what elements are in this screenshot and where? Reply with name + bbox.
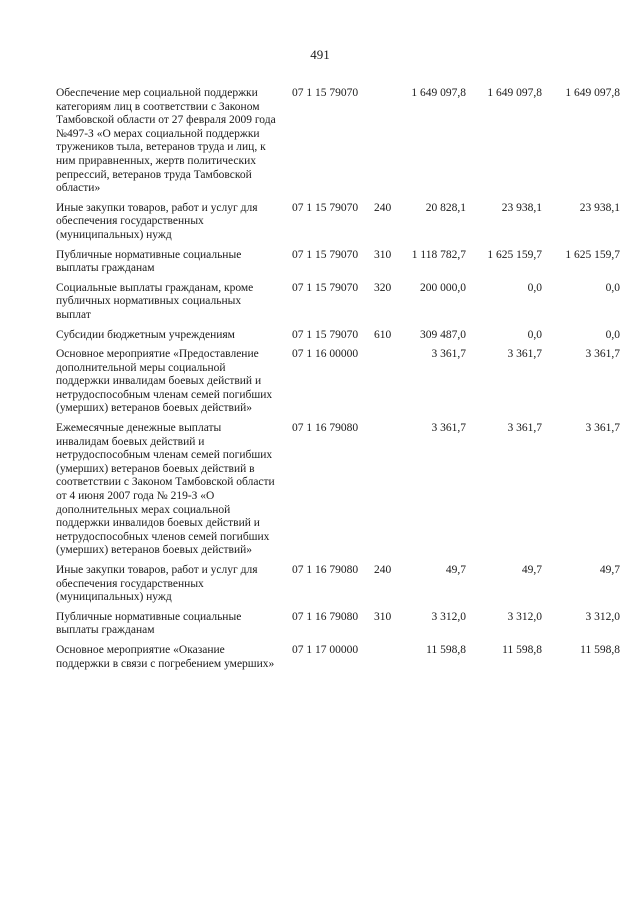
row-target-code: 07 1 15 79070 (292, 201, 359, 214)
row-value-year3: 0,0 (605, 328, 620, 341)
row-value-year2: 3 312,0 (507, 610, 542, 623)
row-target-code: 07 1 15 79070 (292, 328, 359, 341)
row-value-year2: 3 361,7 (507, 348, 542, 361)
row-description: Публичные нормативные социальные выплаты гражданам (56, 248, 242, 275)
row-value-year3: 23 938,1 (579, 201, 620, 214)
row-value-year1: 11 598,8 (426, 643, 466, 656)
row-description: Основное мероприятие «Предоставление дополнительной меры социальной поддержки инвалидам боевых действий и нетрудоспособным членам семей погибших (умерших) ветеранов боевых действий» (56, 348, 273, 415)
table-row (56, 644, 620, 671)
row-value-year3: 3 312,0 (585, 610, 620, 623)
table-row (56, 422, 620, 558)
row-expense-type: 240 (374, 564, 392, 576)
row-expense-type: 310 (374, 248, 392, 261)
row-target-code: 07 1 16 79080 (292, 422, 359, 435)
row-value-year3: 11 598,8 (580, 643, 620, 656)
row-description: Субсидии бюджетным учреждениям (56, 328, 235, 341)
row-value-year1: 200 000,0 (420, 281, 466, 294)
row-value-year1: 20 828,1 (425, 201, 466, 214)
row-description: Социальные выплаты гражданам, кроме публичных нормативных социальных выплат (56, 281, 254, 321)
row-value-year2: 1 625 159,7 (487, 248, 542, 261)
row-value-year1: 49,7 (445, 564, 466, 576)
row-description: Основное мероприятие «Оказание поддержки в связи с погребением умерших» (56, 643, 275, 670)
row-expense-type: 240 (374, 201, 392, 214)
row-value-year2: 3 361,7 (507, 422, 542, 435)
row-value-year3: 49,7 (599, 564, 620, 576)
page-number: 491 (310, 47, 330, 62)
table-row (56, 249, 620, 276)
row-expense-type: 320 (374, 281, 392, 294)
row-description: Публичные нормативные социальные выплаты гражданам (56, 610, 242, 637)
table-row (56, 282, 620, 323)
row-expense-type: 610 (374, 328, 392, 341)
row-value-year1: 309 487,0 (420, 328, 466, 341)
row-target-code: 07 1 16 79080 (292, 564, 359, 576)
row-target-code: 07 1 15 79070 (292, 281, 359, 294)
row-value-year1: 3 361,7 (431, 422, 466, 435)
table-row (56, 202, 620, 243)
table-row (56, 87, 620, 196)
row-description: Иные закупки товаров, работ и услуг для обеспечения государственных (муниципальных) нужд (56, 201, 258, 241)
row-description: Обеспечение мер социальной поддержки категориям лиц в соответствии с Законом Тамбовской области от 27 февраля 2009 года №497-З «О мерах социальной поддержки тружеников тыла, ветеранов труда и лиц, к ним приравненных, жертв политических репрессий, ветеранов труда Тамбовской области» (56, 87, 276, 195)
row-value-year1: 3 361,7 (431, 348, 466, 361)
row-value-year2: 1 649 097,8 (487, 87, 542, 99)
row-description: Иные закупки товаров, работ и услуг для обеспечения государственных (муниципальных) нужд (56, 564, 258, 604)
row-target-code: 07 1 16 79080 (292, 610, 359, 623)
row-target-code: 07 1 15 79070 (292, 87, 359, 99)
table-row (56, 348, 620, 416)
row-value-year1: 1 649 097,8 (411, 87, 466, 99)
row-value-year2: 0,0 (527, 328, 542, 341)
row-value-year3: 3 361,7 (585, 422, 620, 435)
row-target-code: 07 1 15 79070 (292, 248, 359, 261)
row-value-year3: 1 649 097,8 (565, 87, 620, 99)
row-value-year1: 3 312,0 (431, 610, 466, 623)
row-value-year2: 0,0 (527, 281, 542, 294)
row-value-year2: 23 938,1 (501, 201, 542, 214)
row-value-year3: 3 361,7 (585, 348, 620, 361)
table-row (56, 564, 620, 605)
table-row (56, 611, 620, 638)
row-value-year3: 0,0 (605, 281, 620, 294)
row-value-year1: 1 118 782,7 (411, 248, 466, 261)
row-value-year2: 49,7 (521, 564, 542, 576)
row-target-code: 07 1 17 00000 (292, 643, 359, 656)
budget-table (56, 87, 620, 677)
row-expense-type: 310 (374, 610, 392, 623)
row-description: Ежемесячные денежные выплаты инвалидам боевых действий и нетрудоспособным членам семей погибших (умерших) ветеранов боевых действий в соответствии с Законом Тамбовской области от 4 июня 2007 года № 219-З «О дополнительных мерах социальной поддержки инвалидов боевых действий и нетрудоспособных членов семей погибших (умерших) ветеранов боевых действий» (56, 422, 275, 557)
row-value-year3: 1 625 159,7 (565, 248, 620, 261)
table-row (56, 329, 620, 343)
row-value-year2: 11 598,8 (502, 643, 542, 656)
row-target-code: 07 1 16 00000 (292, 348, 359, 361)
